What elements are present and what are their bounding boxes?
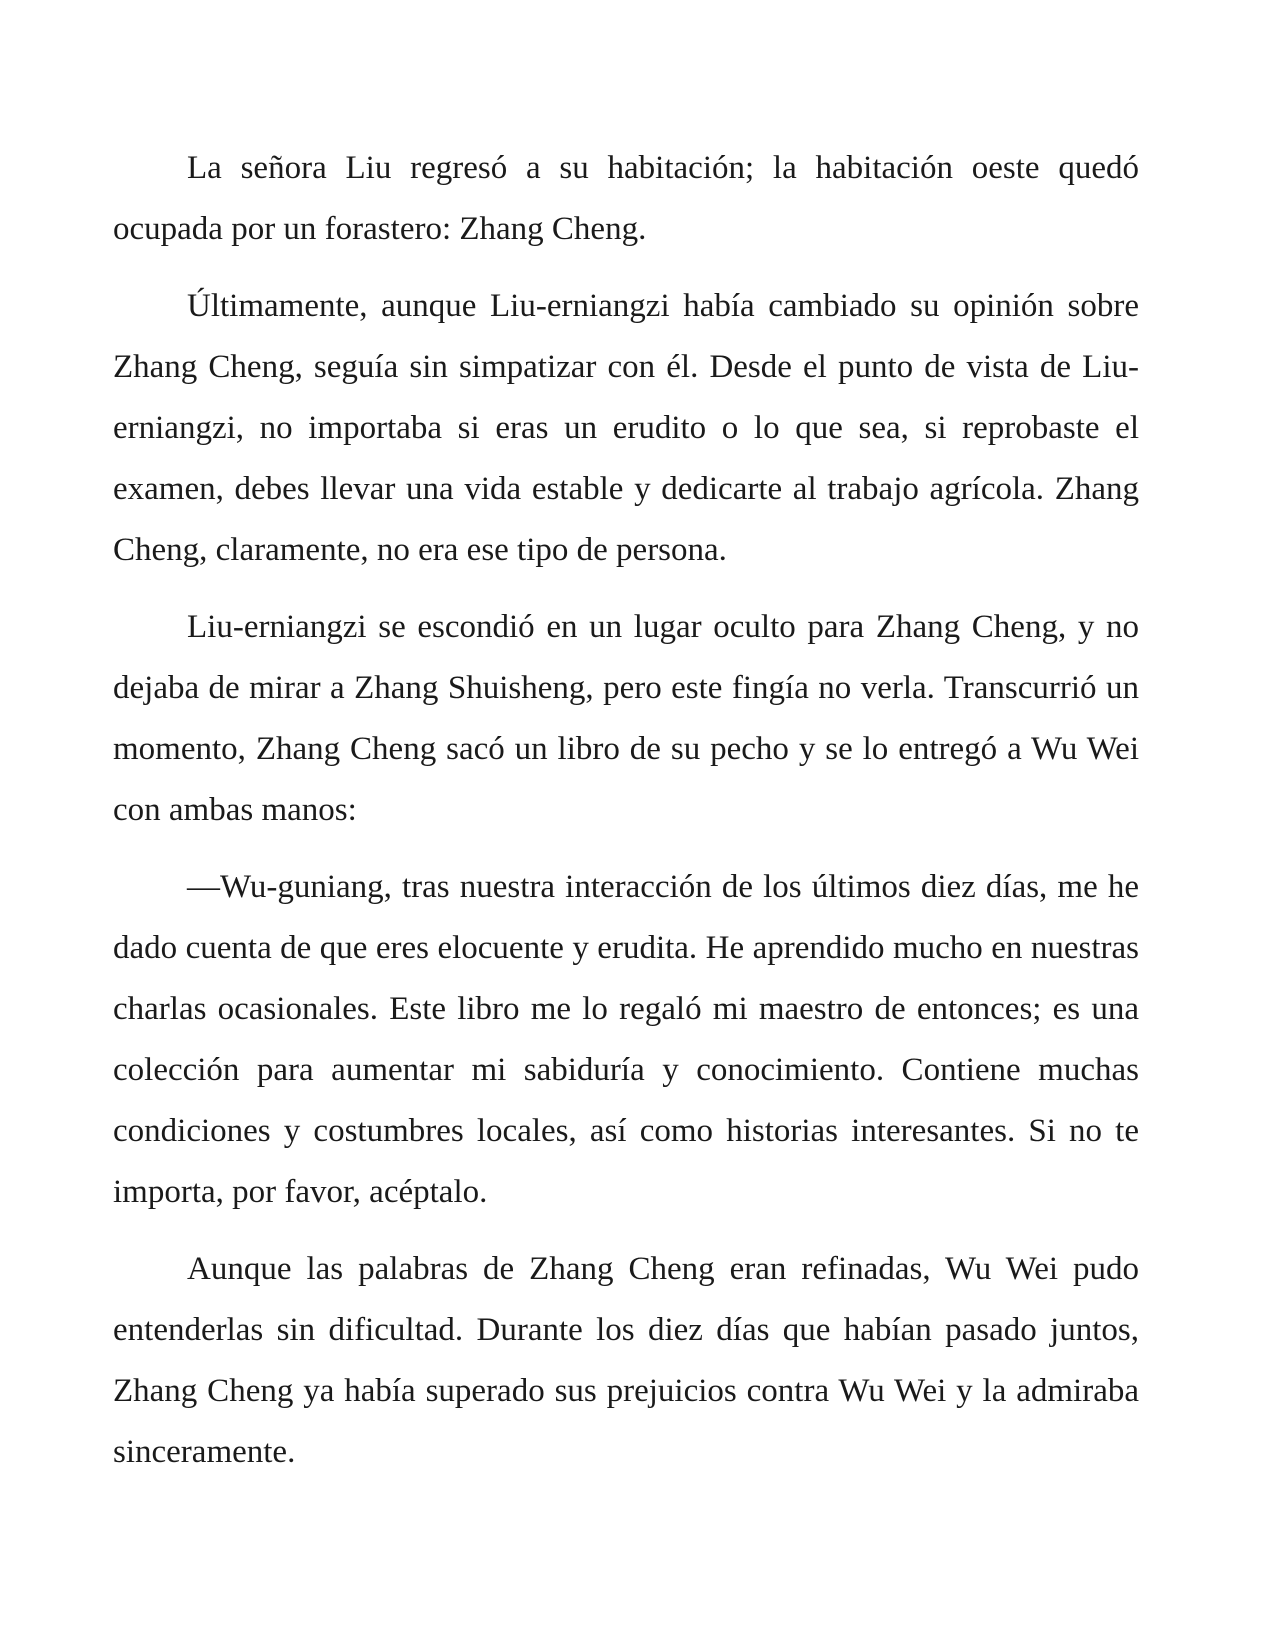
paragraph-2: Últimamente, aunque Liu-erniangzi había cambiado su opinión sobre Zhang Cheng, seguía sin simpatizar con él. Desde el punto de vista de Liu-erniangzi, no importaba si eras un erudito o lo que sea, si reprobaste el examen, debes llevar una vida estable y dedicarte al trabajo agrícola. Zhang Cheng, claramente, no era ese tipo de persona. [113,288,1139,568]
paragraph-1: La señora Liu regresó a su habitación; la habitación oeste quedó ocupada por un forastero: Zhang Cheng. [113,150,1139,247]
paragraph-3: Liu-erniangzi se escondió en un lugar oculto para Zhang Cheng, y no dejaba de mirar a Zhang Shuisheng, pero este fingía no verla. Transcurrió un momento, Zhang Cheng sacó un libro de su pecho y se lo entregó a Wu Wei con ambas manos: [113,609,1139,828]
paragraph-4: —Wu-guniang, tras nuestra interacción de los últimos diez días, me he dado cuenta de que eres elocuente y erudita. He aprendido mucho en nuestras charlas ocasionales. Este libro me lo regaló mi maestro de entonces; es una colección para aumentar mi sabiduría y conocimiento. Contiene muchas condiciones y costumbres locales, así como historias interesantes. Si no te importa, por favor, acéptalo. [113,869,1139,1210]
paragraph-5: Aunque las palabras de Zhang Cheng eran refinadas, Wu Wei pudo entenderlas sin dificultad. Durante los diez días que habían pasado juntos, Zhang Cheng ya había superado sus prejuicios contra Wu Wei y la admiraba sinceramente. [113,1251,1139,1470]
body-text [113,138,1139,1499]
